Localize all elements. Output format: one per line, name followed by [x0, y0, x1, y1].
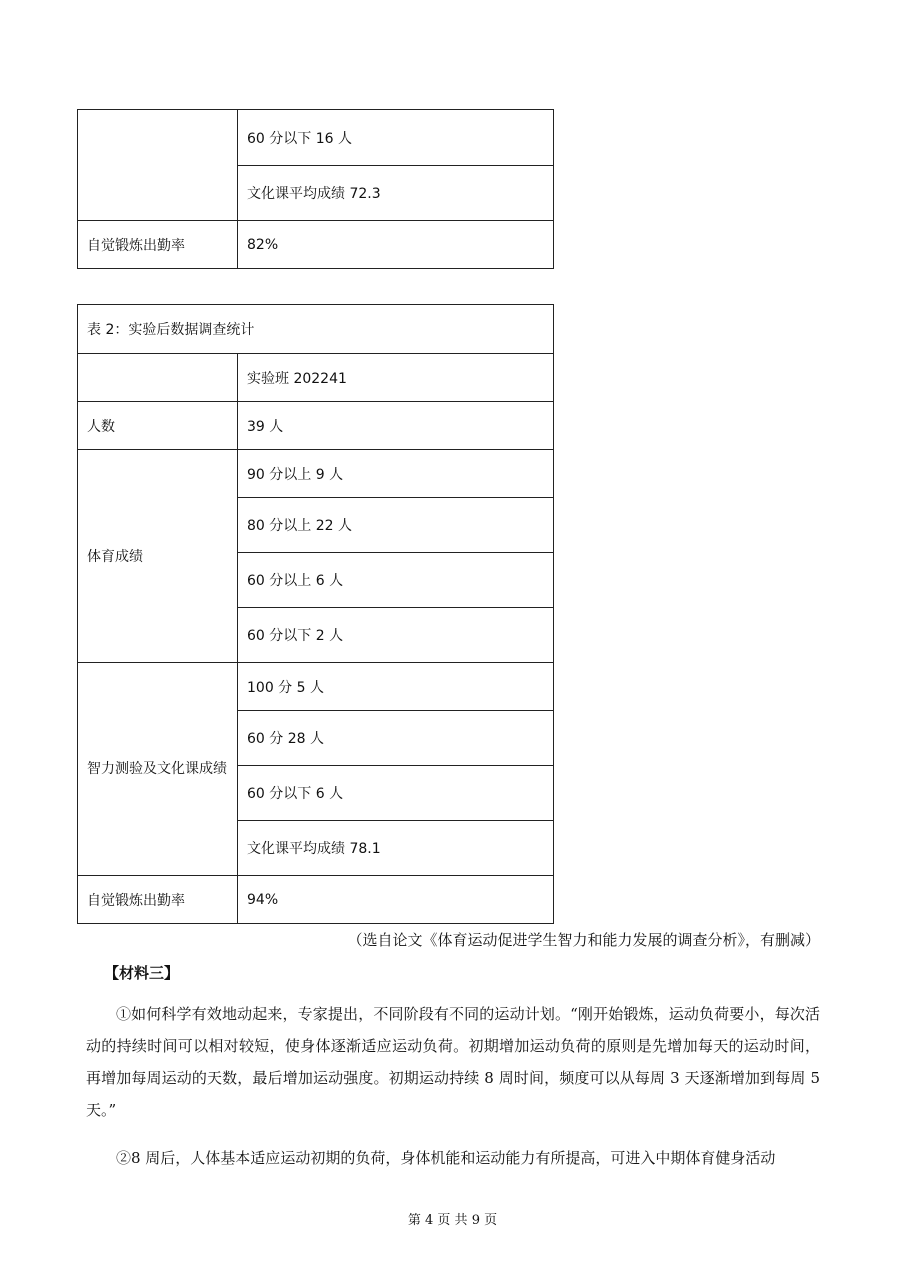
table-cell-label: 体育成绩: [78, 450, 238, 663]
table-row: [78, 663, 554, 711]
table-cell: 60 分以下 6 人: [238, 766, 554, 821]
page-footer: 第 4 页 共 9 页: [407, 1213, 498, 1228]
table-cell: 60 分以下 2 人: [238, 608, 554, 663]
table-2: [77, 304, 554, 924]
table-row: [78, 402, 554, 450]
table-cell: 60 分 28 人: [238, 711, 554, 766]
table-cell: 文化课平均成绩 72.3: [238, 166, 554, 221]
material-title: 【材料三】: [104, 964, 180, 982]
table-cell-label: 人数: [78, 402, 238, 450]
table-cell: 60 分以上 6 人: [238, 553, 554, 608]
table-cell: 实验班 202241: [238, 354, 554, 402]
table-row: [78, 450, 554, 498]
table-caption-row: [78, 305, 554, 354]
source-citation: （选自论文《体育运动促进学生智力和能力发展的调查分析》，有删减）: [347, 931, 820, 949]
table-row: [78, 221, 554, 269]
table-cell: 90 分以上 9 人: [238, 450, 554, 498]
table-cell: 100 分 5 人: [238, 663, 554, 711]
table-cell-blank: [78, 110, 238, 221]
table-row: [78, 110, 554, 166]
paragraph: ②8 周后，人体基本适应运动初期的负荷，身体机能和运动能力有所提高，可进入中期体育健身活动: [116, 1149, 776, 1167]
table-1-continued: [77, 109, 554, 269]
table-cell: 39 人: [238, 402, 554, 450]
table-row: [78, 876, 554, 924]
table-caption: 表 2：实验后数据调查统计: [78, 305, 554, 354]
table-cell: 80 分以上 22 人: [238, 498, 554, 553]
table-cell: 文化课平均成绩 78.1: [238, 821, 554, 876]
table-cell-label: 智力测验及文化课成绩: [78, 663, 238, 876]
table-cell: 60 分以下 16 人: [238, 110, 554, 166]
paragraph: ①如何科学有效地动起来，专家提出，不同阶段有不同的运动计划。“刚开始锻炼，运动负荷要小，每次活动的持续时间可以相对较短，使身体逐渐适应运动负荷。初期增加运动负荷的原则是先增加每天的运动时间，再增加每周运动的天数，最后增加运动强度。初期运动持续 8 周时间，频度可以从每周 3 天逐渐增加到每周 5 天。”: [86, 1005, 820, 1119]
table-cell: 82%: [238, 221, 554, 269]
table-row: [78, 354, 554, 402]
table-cell-label: 自觉锻炼出勤率: [78, 221, 238, 269]
table-cell: 94%: [238, 876, 554, 924]
table-cell-label: 自觉锻炼出勤率: [78, 876, 238, 924]
table-cell-label: [78, 354, 238, 402]
